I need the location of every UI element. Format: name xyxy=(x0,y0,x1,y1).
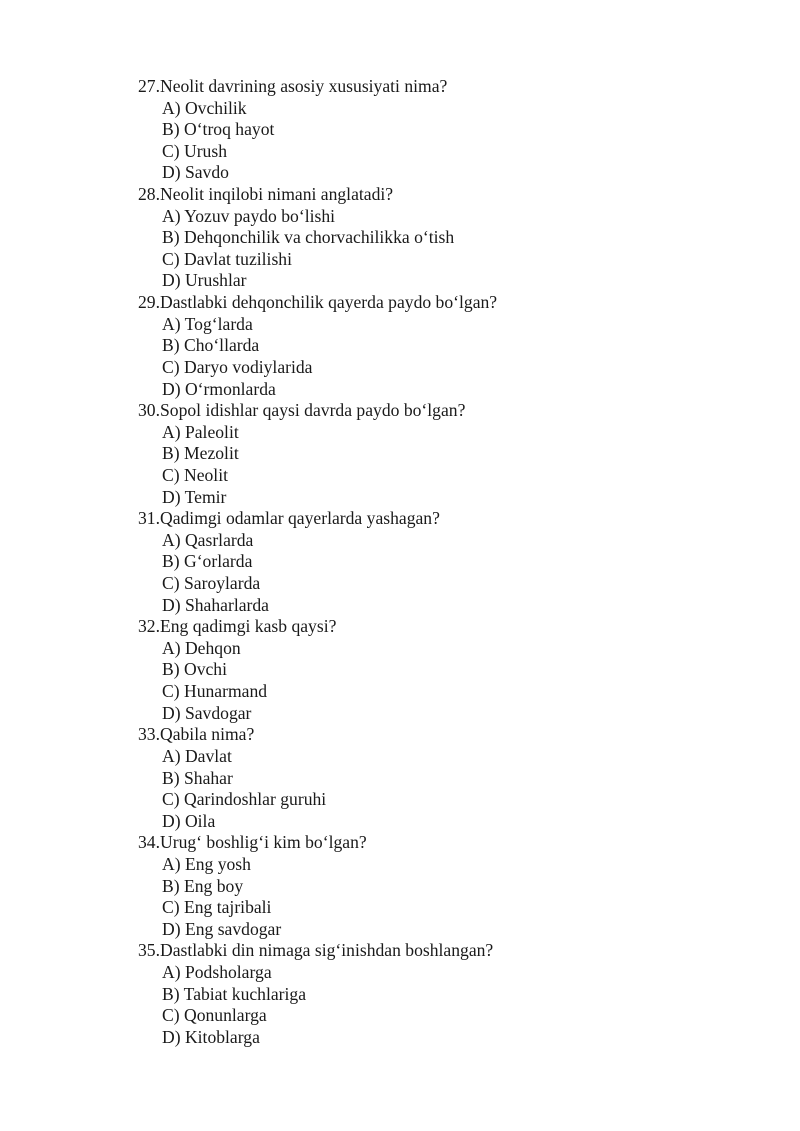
question-prompt: Urug‘ boshlig‘i kim bo‘lgan? xyxy=(160,832,367,853)
answer-option-c: C) Daryo vodiylarida xyxy=(162,356,313,377)
answer-option-d: D) Eng savdogar xyxy=(162,918,282,939)
answer-option-c: C) Hunarmand xyxy=(162,681,268,702)
answer-option-b: B) Eng boy xyxy=(162,875,244,896)
question-35 xyxy=(138,940,758,1048)
question-number: 32. xyxy=(138,616,160,637)
question-text xyxy=(138,724,758,746)
answer-option-b: B) G‘orlarda xyxy=(162,551,253,572)
answer-option-a: A) Podsholarga xyxy=(162,961,272,982)
answer-option-d: D) Oila xyxy=(162,810,216,831)
question-27 xyxy=(138,76,758,184)
answer-option-c: C) Davlat tuzilishi xyxy=(162,248,292,269)
answer-option-a: A) Paleolit xyxy=(162,421,239,442)
question-prompt: Neolit inqilobi nimani anglatadi? xyxy=(160,184,394,205)
question-text xyxy=(138,184,758,206)
question-text xyxy=(138,940,758,962)
question-prompt: Sopol idishlar qaysi davrda paydo bo‘lgan? xyxy=(160,400,466,421)
answer-option-c: C) Neolit xyxy=(162,464,228,485)
question-28 xyxy=(138,184,758,292)
answer-option-b: B) Mezolit xyxy=(162,443,239,464)
answer-option-c: C) Qonunlarga xyxy=(162,1005,267,1026)
question-text xyxy=(138,76,758,98)
question-prompt: Neolit davrining asosiy xususiyati nima? xyxy=(160,76,448,96)
question-prompt: Dastlabki dehqonchilik qayerda paydo bo‘lgan? xyxy=(160,292,498,313)
question-number: 31. xyxy=(138,508,160,529)
question-text xyxy=(138,832,758,854)
answer-option-b: B) Ovchi xyxy=(162,659,227,680)
answer-option-d: D) Kitoblarga xyxy=(162,1026,260,1047)
answer-option-a: A) Qasrlarda xyxy=(162,529,254,550)
question-32 xyxy=(138,616,758,724)
question-33 xyxy=(138,724,758,832)
question-text xyxy=(138,400,758,422)
question-prompt: Qadimgi odamlar qayerlarda yashagan? xyxy=(160,508,440,529)
question-prompt: Qabila nima? xyxy=(160,724,255,745)
question-29 xyxy=(138,292,758,400)
answer-option-d: D) Urushlar xyxy=(162,270,247,291)
answer-option-d: D) O‘rmonlarda xyxy=(162,378,276,399)
answer-option-d: D) Savdogar xyxy=(162,702,252,723)
question-number: 33. xyxy=(138,724,160,745)
answer-option-a: A) Eng yosh xyxy=(162,853,251,874)
question-number: 30. xyxy=(138,400,160,421)
answer-option-d: D) Shaharlarda xyxy=(162,594,269,615)
question-number: 34. xyxy=(138,832,160,853)
question-text xyxy=(138,292,758,314)
question-31 xyxy=(138,508,758,616)
answer-option-c: C) Urush xyxy=(162,140,227,161)
question-prompt: Eng qadimgi kasb qaysi? xyxy=(160,616,337,637)
answer-option-d: D) Savdo xyxy=(162,162,229,183)
answer-option-c: C) Eng tajribali xyxy=(162,897,272,918)
question-number: 29. xyxy=(138,292,160,313)
answer-option-a: A) Tog‘larda xyxy=(162,313,253,334)
answer-option-a: A) Ovchilik xyxy=(162,97,247,118)
question-number: 27. xyxy=(138,76,160,96)
question-prompt: Dastlabki din nimaga sig‘inishdan boshlangan? xyxy=(160,940,494,961)
question-number: 35. xyxy=(138,940,160,961)
question-text xyxy=(138,616,758,638)
question-text xyxy=(138,508,758,530)
question-list xyxy=(138,76,758,1048)
question-30 xyxy=(138,400,758,508)
answer-option-a: A) Dehqon xyxy=(162,637,241,658)
answer-option-b: B) Tabiat kuchlariga xyxy=(162,983,307,1004)
question-number: 28. xyxy=(138,184,160,205)
answer-option-a: A) Davlat xyxy=(162,745,232,766)
answer-option-b: B) Shahar xyxy=(162,767,233,788)
answer-option-b: B) Dehqonchilik va chorvachilikka o‘tish xyxy=(162,227,455,248)
question-34 xyxy=(138,832,758,940)
answer-option-c: C) Qarindoshlar guruhi xyxy=(162,789,327,810)
answer-option-b: B) O‘troq hayot xyxy=(162,119,275,140)
answer-option-a: A) Yozuv paydo bo‘lishi xyxy=(162,205,336,226)
answer-option-b: B) Cho‘llarda xyxy=(162,335,260,356)
answer-option-c: C) Saroylarda xyxy=(162,573,261,594)
answer-option-d: D) Temir xyxy=(162,486,227,507)
